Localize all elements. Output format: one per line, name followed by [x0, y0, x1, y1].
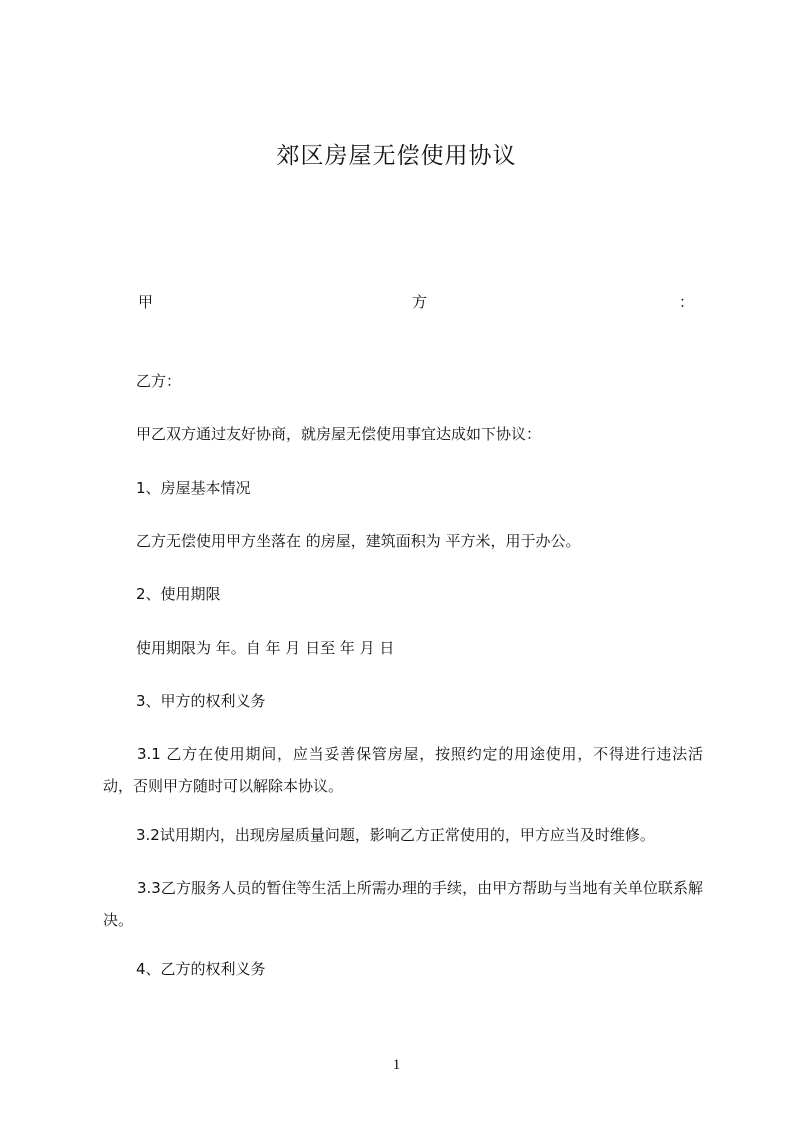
page-title: 郊区房屋无偿使用协议 [276, 143, 517, 169]
clause-3-1: 3.1 乙方在使用期间，应当妥善保管房屋，按照约定的用途使用，不得进行违法活动，否则甲方随时可以解除本协议。 [103, 745, 703, 795]
party-a-label-char-1: 甲 [138, 293, 154, 311]
party-b-line: 乙方： [136, 372, 182, 390]
section-3-heading: 3、甲方的权利义务 [136, 692, 266, 710]
section-2-body: 使用期限为 年。自 年 月 日至 年 月 日 [136, 639, 395, 657]
section-1-heading: 1、房屋基本情况 [136, 479, 251, 497]
party-a-label-char-2: 方 [412, 293, 428, 311]
clause-3-3: 3.3乙方服务人员的暂住等生活上所需办理的手续，由甲方帮助与当地有关单位联系解决。 [103, 879, 703, 929]
party-a-line [138, 290, 694, 314]
page-number: 1 [392, 1057, 401, 1073]
section-4-heading: 4、乙方的权利义务 [136, 960, 266, 978]
party-a-colon: ： [678, 293, 694, 311]
intro-paragraph: 甲乙双方通过友好协商，就房屋无偿使用事宜达成如下协议： [136, 425, 542, 443]
section-2-heading: 2、使用期限 [136, 585, 221, 603]
clause-3-2: 3.2试用期内，出现房屋质量问题，影响乙方正常使用的，甲方应当及时维修。 [136, 826, 655, 844]
section-1-body: 乙方无偿使用甲方坐落在 的房屋，建筑面积为 平方米，用于办公。 [136, 532, 581, 550]
